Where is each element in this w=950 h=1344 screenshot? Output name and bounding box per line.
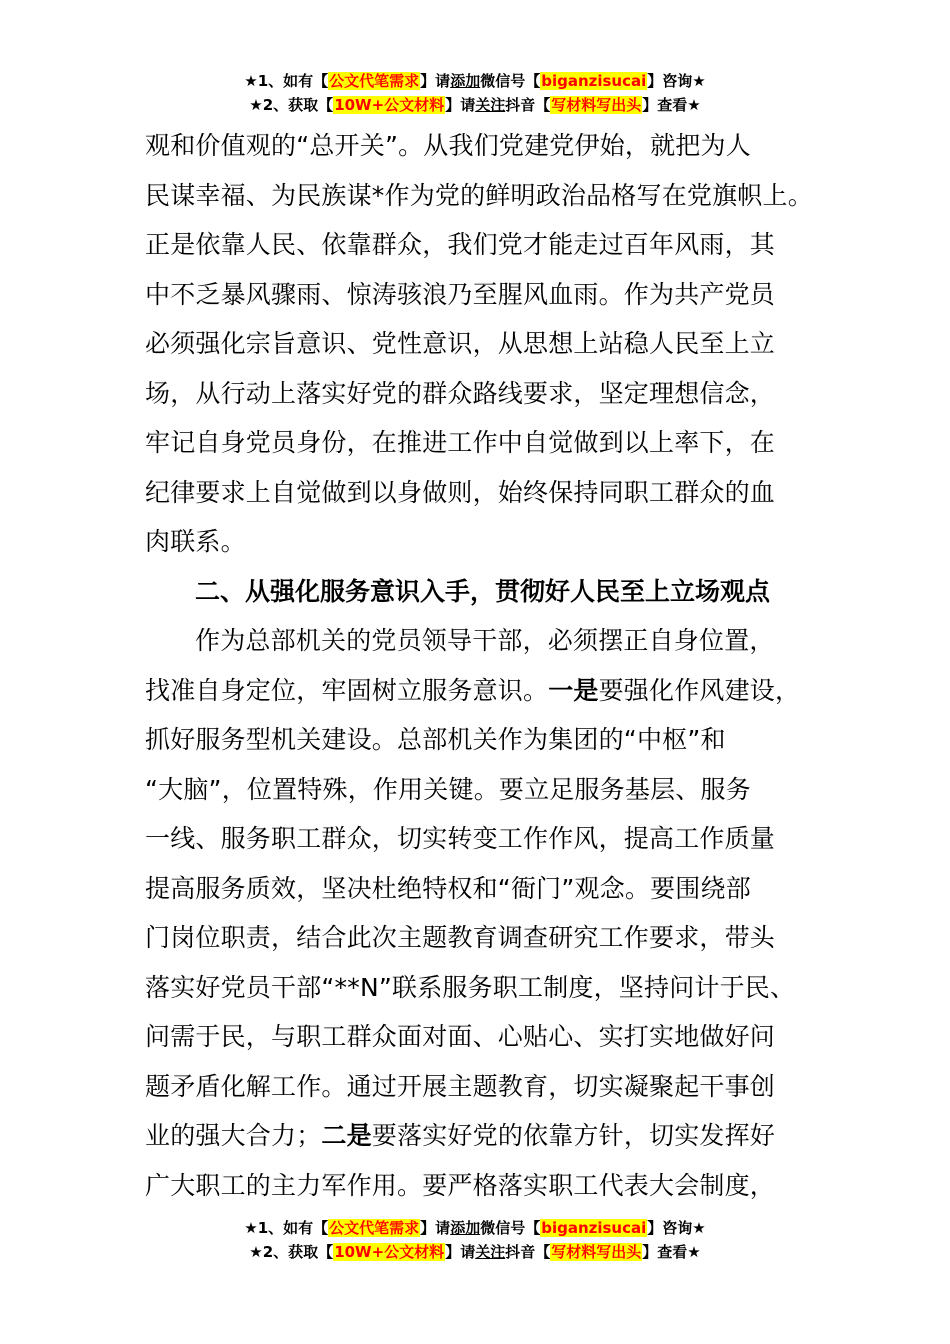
- paragraph-line: “大脑”，位置特殊，作用关键。要立足服务基层、服务: [145, 774, 751, 804]
- highlight-douyin: 写材料写出头: [551, 96, 642, 114]
- paragraph-line: [145, 1111, 845, 1161]
- banner-line-1: [0, 69, 950, 93]
- banner-line-1: [0, 1216, 950, 1240]
- paragraph-line: 民谋幸福、为民族谋*作为党的鲜明政治品格写在党旗帜上。: [145, 180, 813, 210]
- banner-text: 】查看★: [642, 96, 701, 114]
- top-banner: [0, 69, 950, 117]
- highlight-douyin: 写材料写出头: [551, 1243, 642, 1261]
- text-run: 要落实好党的依靠方针，切实发挥好: [371, 1121, 776, 1150]
- text-run: 要强化作风建设，: [598, 675, 801, 705]
- banner-text: ★2、获取【: [249, 96, 334, 114]
- banner-text: 微信号【: [480, 72, 541, 90]
- underlined-word: 添加: [450, 1219, 481, 1237]
- banner-line-2: [0, 93, 950, 117]
- highlight-service: 公文代笔需求: [329, 72, 420, 90]
- banner-text: 】请: [420, 72, 451, 90]
- paragraph-line: 问需于民，与职工群众面对面、心贴心、实打实地做好问: [145, 1022, 776, 1051]
- paragraph-line: 广大职工的主力军作用。要严格落实职工代表大会制度，: [145, 1170, 776, 1200]
- text-run: 业的强大合力；: [145, 1121, 322, 1150]
- underlined-word: 添加: [450, 72, 481, 90]
- paragraph-line: 落实好党员干部“**N”联系服务职工制度，坚持问计于民、: [145, 972, 796, 1002]
- paragraph-line: 观和价值观的“总开关”。从我们党建党伊始，就把为人: [145, 131, 751, 160]
- paragraph-line: 作为总部机关的党员领导干部，必须摆正自身位置，: [195, 626, 775, 655]
- banner-text: 】请: [445, 1243, 476, 1261]
- text-run: 找准自身定位，牢固树立服务意识。: [145, 675, 549, 705]
- paragraph-line: 抓好服务型机关建设。总部机关作为集团的“中枢”和: [145, 725, 726, 754]
- highlight-materials: 10W+公文材料: [334, 1243, 445, 1261]
- banner-text: ★2、获取【: [249, 1243, 334, 1261]
- banner-text: ★1、如有【: [244, 72, 329, 90]
- highlight-wechat-id: biganzisucai: [541, 72, 647, 90]
- banner-text: 】请: [445, 96, 476, 114]
- banner-text: ★1、如有【: [244, 1219, 329, 1237]
- paragraph-line: 正是依靠人民、依靠群众，我们党才能走过百年风雨，其: [145, 230, 776, 259]
- banner-text: 】查看★: [642, 1243, 701, 1261]
- paragraph-line: 门岗位职责，结合此次主题教育调查研究工作要求，带头: [145, 923, 776, 952]
- paragraph-line: [145, 666, 845, 716]
- underlined-word: 关注: [475, 96, 506, 114]
- banner-text: 】请: [420, 1219, 451, 1237]
- bold-marker: 二是: [321, 1121, 372, 1150]
- paragraph-line: 提高服务质效，坚决杜绝特权和“衙门”观念。要围绕部: [145, 873, 751, 903]
- underlined-word: 关注: [475, 1243, 506, 1261]
- paragraph-line: 场，从行动上落实好党的群众路线要求，坚定理想信念，: [145, 378, 776, 408]
- paragraph-line: 题矛盾化解工作。通过开展主题教育，切实凝聚起干事创: [145, 1071, 776, 1101]
- document-body: [145, 121, 845, 1210]
- paragraph-line: 必须强化宗旨意识、党性意识，从思想上站稳人民至上立: [145, 329, 776, 358]
- banner-text: 】咨询★: [647, 72, 706, 90]
- section-heading: 二、从强化服务意识入手，贯彻好人民至上立场观点: [195, 576, 771, 606]
- highlight-wechat-id: biganzisucai: [541, 1219, 647, 1237]
- paragraph-line: 中不乏暴风骤雨、惊涛骇浪乃至腥风血雨。作为共产党员: [145, 279, 776, 309]
- banner-text: 微信号【: [480, 1219, 541, 1237]
- bold-marker: 一是: [548, 675, 599, 705]
- paragraph-line: 牢记自身党员身份，在推进工作中自觉做到以上率下，在: [145, 428, 776, 457]
- bottom-banner: [0, 1216, 950, 1264]
- highlight-service: 公文代笔需求: [329, 1219, 420, 1237]
- banner-text: 抖音【: [505, 96, 551, 114]
- paragraph-line: 一线、服务职工群众，切实转变工作作风，提高工作质量: [145, 824, 776, 853]
- banner-text: 】咨询★: [647, 1219, 706, 1237]
- banner-text: 抖音【: [505, 1243, 551, 1261]
- banner-line-2: [0, 1240, 950, 1264]
- highlight-materials: 10W+公文材料: [334, 96, 445, 114]
- paragraph-line: 肉联系。: [145, 527, 246, 556]
- paragraph-line: 纪律要求上自觉做到以身做则，始终保持同职工群众的血: [145, 477, 776, 507]
